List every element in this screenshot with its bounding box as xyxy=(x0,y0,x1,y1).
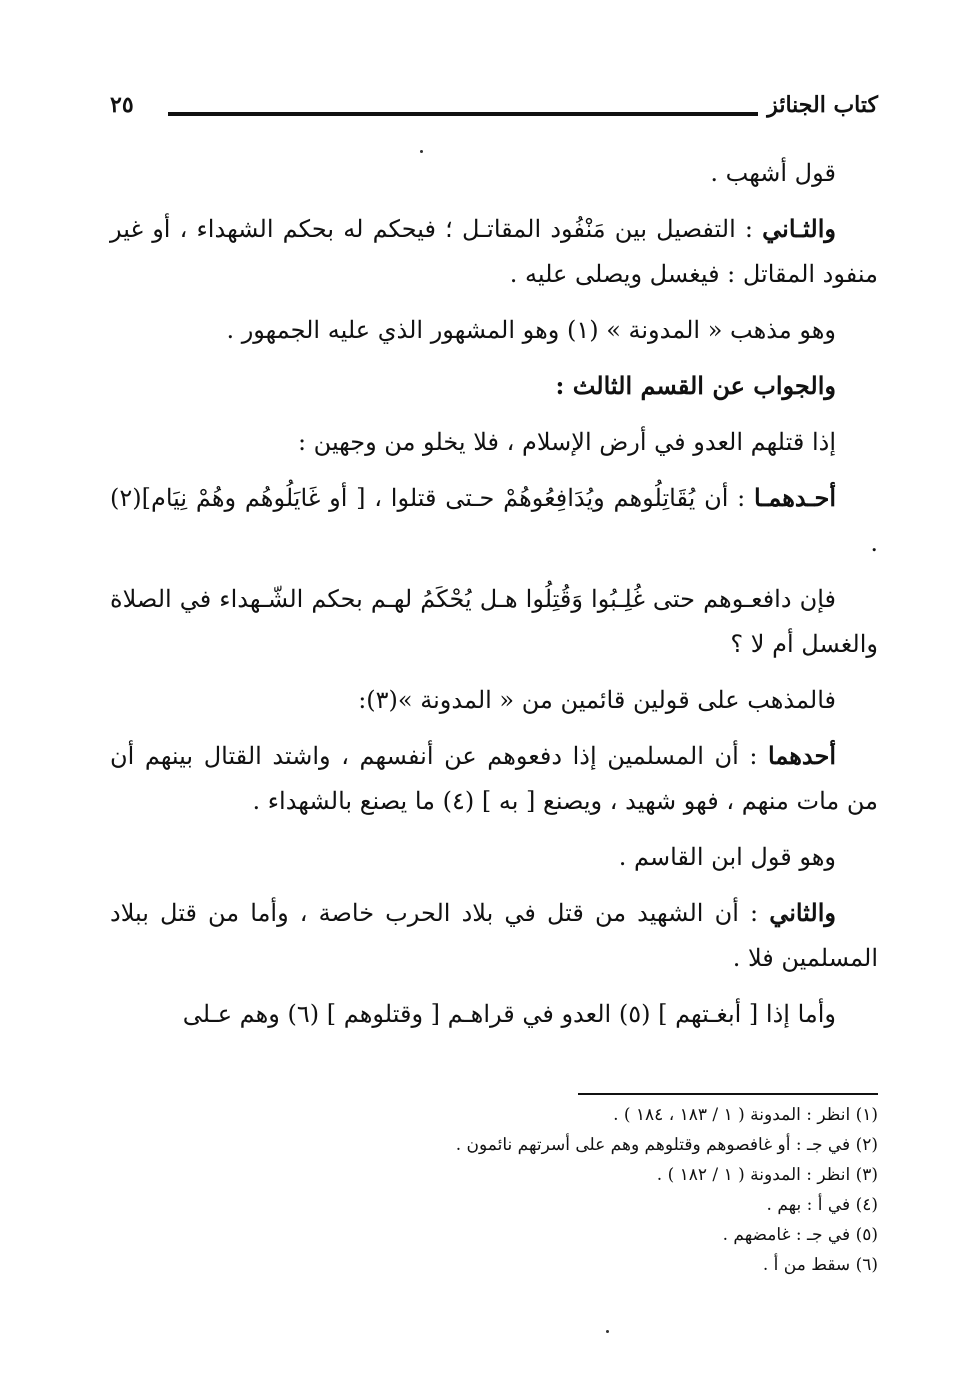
paragraph-text: : أن يُقَاتِلُوهم ويُدَافِعُوهُمْ حـتى قتلوا ، [ أو غَايَلُوهُم وهُمْ نِيَام](٢) . xyxy=(110,484,878,557)
page-number: ٢٥ xyxy=(110,92,134,118)
paragraph xyxy=(110,733,878,824)
scan-speck xyxy=(606,1330,609,1333)
page-header xyxy=(110,92,878,132)
footnote: (٤) في أ : بهم . xyxy=(766,1195,878,1215)
section-heading xyxy=(110,363,878,409)
paragraph-heading: والثاني xyxy=(769,898,836,927)
footnote: (٦) سقط من أ . xyxy=(762,1255,878,1275)
header-rule xyxy=(168,112,758,116)
paragraph xyxy=(110,419,878,465)
scan-speck xyxy=(420,150,423,153)
footnote: (٥) في جـ : غامضهم . xyxy=(722,1225,878,1245)
paragraph-heading: والجواب عن القسم الثالث : xyxy=(555,371,836,400)
paragraph-text: إذا قتلهم العدو في أرض الإسلام ، فلا يخلو من وجهين : xyxy=(297,428,836,456)
paragraph xyxy=(110,890,878,981)
footnote: (٢) في جـ : أو غافصوهم وقتلوهم وهم على أسرتهم نائمون . xyxy=(455,1135,878,1155)
paragraph-text: قول أشهب . xyxy=(710,159,836,187)
paragraph xyxy=(110,475,878,566)
paragraph-text: فإن دافعـوهم حتى غُلِـبُوا وَقُتِلُوا هـل يُحْكَمُ لهـم بحكم الشّـهداء في الصلاة والغسل أم لا ؟ xyxy=(110,585,878,658)
footnote: (١) انظر : المدونة ( ١ / ١٨٣ ، ١٨٤ ) . xyxy=(613,1105,878,1125)
paragraph-text: : التفصيل بين مَنْفُود المقاتـل ؛ فيحكم له بحكم الشهداء ، أو غير منفود المقاتل : فيغسل ويصلى عليه . xyxy=(110,215,878,288)
paragraph-text: وأما إذا [ أبغـتهم ] (٥) العدو في قراهـم [ وقتلوهم ] (٦) وهم عـلى xyxy=(182,1000,836,1028)
paragraph xyxy=(110,834,878,880)
paragraph-text: وهو مذهب « المدونة » (١) وهو المشهور الذي عليه الجمهور . xyxy=(226,316,836,344)
footnotes-separator xyxy=(578,1093,878,1095)
paragraph xyxy=(110,307,878,353)
paragraph-heading: أحـدهمـا xyxy=(753,483,836,512)
paragraph xyxy=(110,677,878,723)
paragraph-text: وهو قول ابن القاسم . xyxy=(618,843,836,871)
paragraph xyxy=(110,991,878,1037)
paragraph-heading: أحدهما xyxy=(768,741,836,770)
book-title: كتاب الجنائز xyxy=(767,92,878,118)
paragraph xyxy=(110,206,878,297)
body-text xyxy=(110,150,878,1047)
paragraph-heading: والثـاني xyxy=(762,214,836,243)
paragraph-text: فالمذهب على قولين قائمين من « المدونة »(٣): xyxy=(358,686,836,714)
paragraph xyxy=(110,150,878,196)
paragraph-text: : أن المسلمين إذا دفعوهم عن أنفسهم ، واشتد القتال بينهم أن من مات منهم ، فهو شهيد ، ويصنع [ به ] (٤) ما يصنع بالشهداء . xyxy=(110,742,878,815)
paragraph-text: : أن الشهيد من قتل في بلاد الحرب خاصة ، وأما من قتل ببلاد المسلمين فلا . xyxy=(110,899,878,972)
footnotes xyxy=(110,1100,878,1280)
footnote: (٣) انظر : المدونة ( ١ / ١٨٢ ) . xyxy=(656,1165,878,1185)
paragraph xyxy=(110,576,878,667)
